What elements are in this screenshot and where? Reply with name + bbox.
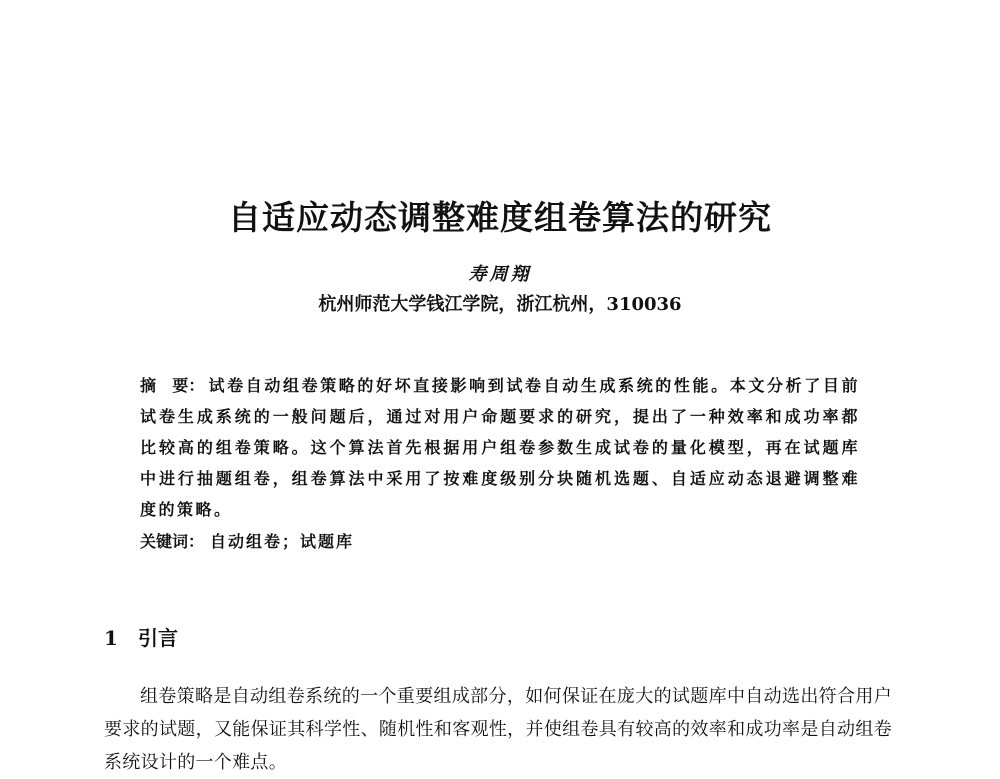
section-paragraph: 组卷策略是自动组卷系统的一个重要组成部分，如何保证在庞大的试题库中自动选出符合用户要求的试题，又能保证其科学性、随机性和客观性，并使组卷具有较高的效率和成功率是自动组卷系统设计的一个难点。 (104, 686, 892, 773)
author-name: 寿周翔 (468, 264, 532, 285)
abstract-label: 摘 要： (140, 376, 205, 395)
author-affiliation: 杭州师范大学钱江学院，浙江杭州，310036 (318, 294, 682, 315)
abstract (140, 370, 860, 525)
section-number: 1 (104, 626, 118, 650)
paper-title: 自适应动态调整难度组卷算法的研究 (228, 198, 772, 237)
keywords-text: 自动组卷；试题库 (210, 532, 355, 551)
section-heading (104, 622, 178, 651)
keywords (140, 526, 860, 557)
keywords-label: 关键词： (140, 532, 205, 551)
section-title: 引言 (138, 626, 178, 650)
abstract-text: 试卷自动组卷策略的好坏直接影响到试卷自动生成系统的性能。本文分析了目前试卷生成系统的一般问题后，通过对用户命题要求的研究，提出了一种效率和成功率都比较高的组卷策略。这个算法首先根据用户组卷参数生成试卷的量化模型，再在试题库中进行抽题组卷，组卷算法中采用了按难度级别分块随机选题、自适应动态退避调整难度的策略。 (140, 376, 860, 519)
